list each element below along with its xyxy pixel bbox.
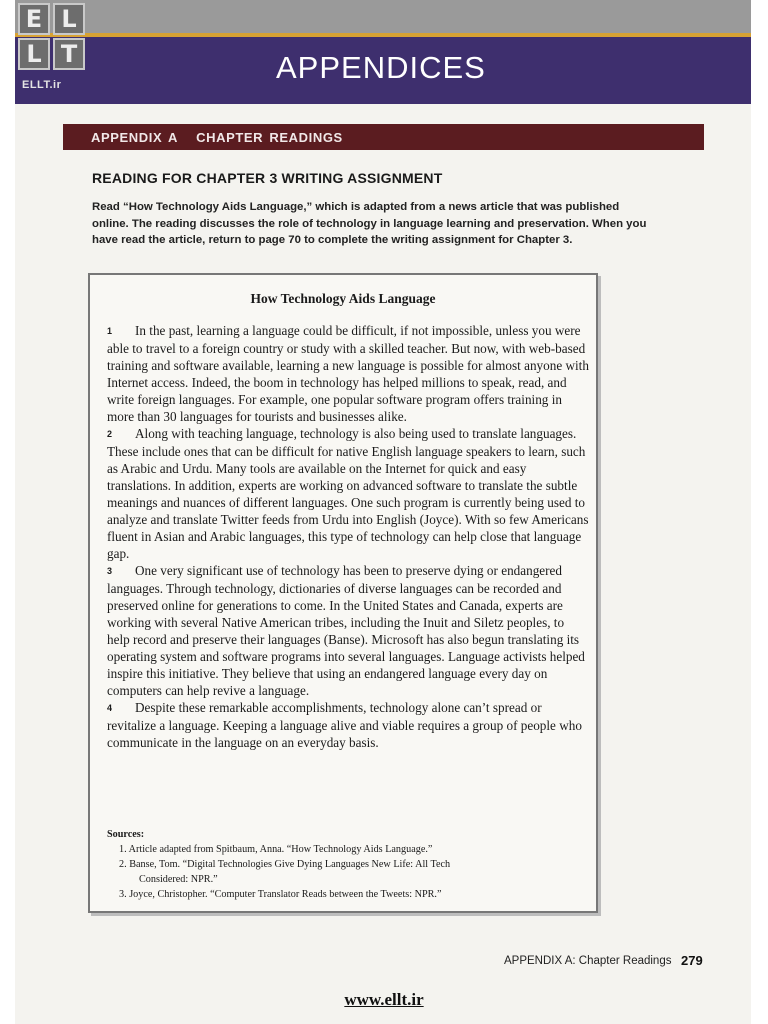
article-body xyxy=(107,322,590,751)
logo-letter: E xyxy=(18,3,50,35)
appendix-section-label: APPENDIX A CHAPTER READINGS xyxy=(91,129,343,145)
paragraph-text: Along with teaching language, technology is also being used to translate languages. These include ones that can be difficult for native English language speakers to learn, such as Arabic and Urdu. Many tools are available on the Internet for quick and easy translations. In addition, experts are working on advanced software to translate the subtle meanings and nuances of different languages. One such program is currently being used to analyze and translate Twitter feeds from Urdu into English (Joyce). With so few Americans fluent in Asian and Arabic languages, this type of technology can help close that language gap. xyxy=(107,426,589,561)
ellt-logo xyxy=(18,3,88,99)
paragraph-text: Despite these remarkable accomplishments, technology alone can’t spread or revitalize a language. Keeping a language alive and viable requires a group of people who communicate in the language on an everyday basis. xyxy=(107,700,582,750)
reading-instructions: Read “How Technology Aids Language,” which is adapted from a news article that was published online. The reading discusses the role of technology in language learning and preservation. When you have read the article, return to page 70 to complete the writing assignment for Chapter 3. xyxy=(92,201,647,246)
page-margin-left xyxy=(0,0,15,1024)
paragraph-text: One very significant use of technology has been to preserve dying or endangered languages. Through technology, dictionaries of diverse languages can be recorded and preserved online for generations to come. In the United States and Canada, experts are working with several Native American tribes, including the Inuit and Siletz peoples, to help record and preserve their languages (Banse). Microsoft has also begun translating its operating system and software programs into several languages. Language activists helped inspire this initiative. They believe that using an endangered language every day on computers can help revive a language. xyxy=(107,563,585,698)
paragraph-number: 4 xyxy=(107,703,113,713)
appendix-section-bar xyxy=(63,124,704,150)
source-item: 3. Joyce, Christopher. “Computer Translator Reads between the Tweets: NPR.” xyxy=(119,889,442,900)
article-paragraph xyxy=(107,425,590,562)
page-number: 279 xyxy=(681,953,703,968)
source-item: 1. Article adapted from Spitbaum, Anna. “How Technology Aids Language.” xyxy=(119,844,433,855)
header-top-strip xyxy=(15,0,751,33)
logo-letter: L xyxy=(53,3,85,35)
website-link[interactable]: www.ellt.ir xyxy=(344,990,424,1009)
article-box xyxy=(88,273,598,913)
header-gold-stripe xyxy=(15,33,751,37)
sources-heading: Sources: xyxy=(107,829,145,840)
paragraph-text: In the past, learning a language could be difficult, if not impossible, unless you were able to travel to a foreign country or study with a skilled teacher. But now, with web-based training and software available, learning a new language is possible for almost anyone with Internet access. Indeed, the boom in technology has helped millions to speak, read, and write foreign languages. For example, one popular software program offers training in more than 30 languages for tourists and businesses alike. xyxy=(107,323,589,424)
article-paragraph xyxy=(107,699,590,751)
article-paragraph xyxy=(107,562,590,699)
reading-heading: READING FOR CHAPTER 3 WRITING ASSIGNMENT xyxy=(92,170,443,186)
article-title: How Technology Aids Language xyxy=(250,291,436,306)
paragraph-number: 1 xyxy=(107,326,113,336)
logo-subtitle: ELLT.ir xyxy=(22,79,62,91)
article-paragraph xyxy=(107,322,590,425)
sources-list xyxy=(107,827,577,902)
page-margin-right xyxy=(751,0,768,1024)
page-title: APPENDICES xyxy=(276,50,486,85)
logo-letter: T xyxy=(53,38,85,70)
paragraph-number: 3 xyxy=(107,566,113,576)
paragraph-number: 2 xyxy=(107,429,113,439)
footer-section-label: APPENDIX A: Chapter Readings xyxy=(504,955,672,967)
source-item: 2. Banse, Tom. “Digital Technologies Give Dying Languages New Life: All Tech xyxy=(119,859,451,870)
logo-letter: L xyxy=(18,38,50,70)
source-item-continuation: Considered: NPR.” xyxy=(139,874,218,885)
